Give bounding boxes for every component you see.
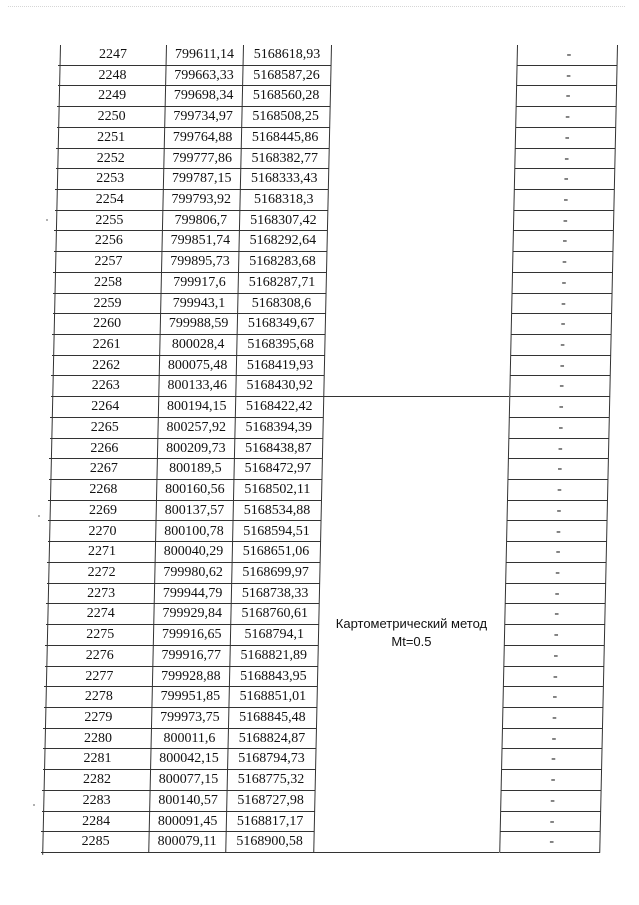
- table-row: [0, 190, 639, 211]
- table-row: [0, 708, 639, 729]
- y-coordinate-cell: 5168534,88: [243, 502, 311, 518]
- y-coordinate-cell: 5168775,32: [237, 772, 305, 788]
- table-row: [0, 376, 639, 397]
- x-coordinate-cell: 800079,11: [157, 834, 217, 850]
- x-coordinate-cell: 799943,1: [172, 295, 226, 311]
- point-number-cell: 2264: [91, 399, 120, 415]
- x-coordinate-cell: 800189,5: [169, 461, 222, 477]
- point-number-cell: 2275: [86, 627, 115, 643]
- table-row: [0, 169, 639, 190]
- dash-cell: -: [557, 461, 563, 477]
- y-coordinate-cell: 5168395,68: [247, 337, 314, 353]
- y-coordinate-cell: 5168349,67: [247, 316, 315, 332]
- x-coordinate-cell: 800133,46: [167, 378, 227, 394]
- table-row: [0, 356, 639, 377]
- y-coordinate-cell: 5168382,77: [251, 150, 318, 166]
- x-coordinate-cell: 800091,45: [157, 813, 218, 829]
- y-coordinate-cell: 5168508,25: [252, 109, 319, 125]
- x-coordinate-cell: 799764,88: [172, 129, 233, 145]
- x-coordinate-cell: 800140,57: [158, 792, 218, 808]
- y-coordinate-cell: 5168594,51: [243, 523, 310, 539]
- x-coordinate-cell: 799663,33: [174, 67, 234, 83]
- table-row: [0, 687, 639, 708]
- point-number-cell: 2258: [93, 274, 122, 290]
- x-coordinate-cell: 799611,14: [175, 47, 234, 62]
- table-row: [0, 294, 639, 315]
- x-coordinate-cell: 800194,15: [167, 399, 227, 415]
- x-coordinate-cell: 799988,59: [168, 316, 229, 332]
- point-number-cell: 2266: [90, 440, 119, 456]
- point-number-cell: 2252: [96, 150, 125, 166]
- dash-cell: -: [549, 813, 555, 829]
- x-coordinate-cell: 799916,65: [161, 627, 222, 643]
- table-row: [0, 149, 639, 170]
- dash-cell: -: [561, 274, 567, 290]
- dash-cell: -: [560, 316, 566, 332]
- dash-cell: -: [555, 564, 560, 580]
- point-number-cell: 2254: [95, 192, 124, 208]
- point-number-cell: 2282: [83, 772, 112, 788]
- y-coordinate-cell: 5168794,1: [244, 627, 304, 643]
- dash-cell: -: [557, 482, 562, 498]
- table-row: [0, 397, 639, 418]
- point-number-cell: 2265: [90, 419, 119, 435]
- x-coordinate-cell: 800042,15: [159, 751, 219, 767]
- y-coordinate-cell: 5168472,97: [244, 461, 312, 477]
- table-row: [0, 335, 639, 356]
- y-coordinate-cell: 5168651,06: [242, 544, 310, 560]
- x-coordinate-cell: 799916,77: [161, 647, 222, 663]
- point-number-cell: 2285: [81, 834, 110, 850]
- x-coordinate-cell: 799944,79: [162, 585, 223, 601]
- table-row: [0, 252, 639, 273]
- dash-cell: -: [563, 212, 568, 228]
- y-coordinate-cell: 5168817,17: [236, 813, 304, 829]
- point-number-cell: 2267: [89, 461, 118, 477]
- dash-cell: -: [550, 772, 556, 788]
- x-coordinate-cell: 799787,15: [172, 171, 232, 187]
- table-row: [0, 501, 639, 522]
- y-coordinate-cell: 5168699,97: [242, 564, 309, 580]
- table-row: [0, 211, 639, 232]
- x-coordinate-cell: 800011,6: [163, 730, 216, 746]
- point-number-cell: 2283: [82, 792, 111, 808]
- point-number-cell: 2257: [94, 254, 123, 270]
- x-coordinate-cell: 800137,57: [164, 502, 225, 518]
- dash-cell: -: [562, 254, 567, 270]
- y-coordinate-cell: 5168738,33: [241, 585, 309, 601]
- dash-cell: -: [559, 357, 565, 373]
- dash-cell: -: [562, 233, 568, 249]
- y-coordinate-cell: 5168727,98: [237, 792, 304, 808]
- x-coordinate-cell: 800257,92: [166, 419, 227, 435]
- y-coordinate-cell: 5168422,42: [246, 399, 313, 415]
- y-coordinate-cell: 5168438,87: [245, 440, 312, 456]
- dash-cell: -: [554, 606, 560, 622]
- point-number-cell: 2274: [86, 606, 115, 622]
- y-coordinate-cell: 5168843,95: [240, 668, 307, 684]
- table-row: [0, 439, 639, 460]
- dash-cell: -: [551, 730, 557, 746]
- point-number-cell: 2259: [93, 295, 122, 311]
- dash-cell: -: [564, 150, 570, 166]
- point-number-cell: 2278: [84, 689, 113, 705]
- y-coordinate-cell: 5168430,92: [246, 378, 313, 394]
- y-coordinate-cell: 5168560,28: [252, 88, 320, 104]
- table-row: [0, 812, 639, 833]
- table-row: [0, 314, 639, 335]
- y-coordinate-cell: 5168318,3: [254, 192, 314, 208]
- point-number-cell: 2272: [87, 564, 116, 580]
- table-row: [0, 66, 639, 87]
- dash-cell: -: [556, 502, 562, 518]
- point-number-cell: 2263: [91, 378, 120, 394]
- table-row: [0, 749, 639, 770]
- x-coordinate-cell: 799793,92: [171, 192, 232, 208]
- dash-cell: -: [559, 378, 565, 394]
- dash-cell: -: [553, 627, 559, 643]
- dash-cell: -: [556, 523, 561, 539]
- point-number-cell: 2276: [85, 647, 114, 663]
- row-divider: [500, 852, 600, 853]
- point-number-cell: 2268: [89, 482, 118, 498]
- dash-cell: -: [558, 399, 564, 415]
- accuracy-label: Mt=0.5: [391, 633, 432, 649]
- dash-cell: -: [550, 792, 555, 808]
- y-coordinate-cell: 5168824,87: [238, 730, 306, 746]
- y-coordinate-cell: 5168900,58: [236, 834, 303, 850]
- y-coordinate-cell: 5168287,71: [248, 274, 316, 290]
- table-row: [0, 107, 639, 128]
- method-note: [318, 615, 504, 651]
- y-coordinate-cell: 5168845,48: [239, 709, 306, 725]
- x-coordinate-cell: 799917,6: [173, 274, 226, 290]
- x-coordinate-cell: 799698,34: [173, 88, 234, 104]
- point-number-cell: 2261: [92, 337, 121, 353]
- y-coordinate-cell: 5168821,89: [240, 647, 308, 663]
- x-coordinate-cell: 799777,86: [172, 150, 232, 166]
- x-coordinate-cell: 800028,4: [171, 337, 225, 353]
- point-number-cell: 2280: [83, 730, 112, 746]
- dash-cell: -: [563, 192, 569, 208]
- dash-cell: -: [552, 689, 558, 705]
- table-row: [0, 770, 639, 791]
- x-coordinate-cell: 799929,84: [162, 606, 222, 622]
- dash-cell: -: [565, 88, 571, 104]
- y-coordinate-cell: 5168587,26: [253, 67, 320, 83]
- dash-cell: -: [552, 709, 557, 725]
- y-coordinate-cell: 5168618,93: [253, 47, 321, 62]
- table-row: [0, 480, 639, 501]
- y-coordinate-cell: 5168308,6: [251, 295, 312, 311]
- point-number-cell: 2253: [96, 171, 125, 187]
- y-coordinate-cell: 5168283,68: [249, 254, 316, 270]
- x-coordinate-cell: 799951,85: [160, 689, 221, 705]
- y-coordinate-cell: 5168445,86: [251, 129, 319, 145]
- point-number-cell: 2269: [88, 502, 117, 518]
- point-number-cell: 2273: [87, 585, 116, 601]
- point-number-cell: 2279: [84, 709, 113, 725]
- point-number-cell: 2250: [97, 109, 126, 125]
- table-row: [0, 729, 639, 750]
- y-coordinate-cell: 5168851,01: [239, 689, 307, 705]
- x-coordinate-cell: 799928,88: [161, 668, 221, 684]
- point-number-cell: 2251: [97, 129, 126, 145]
- point-number-cell: 2262: [92, 357, 121, 373]
- y-coordinate-cell: 5168292,64: [249, 233, 317, 249]
- table-row: [0, 832, 639, 853]
- table-row: [0, 459, 639, 480]
- table-row: [0, 273, 639, 294]
- x-coordinate-cell: 799806,7: [174, 212, 228, 228]
- x-coordinate-cell: 799980,62: [163, 564, 223, 580]
- point-number-cell: 2256: [94, 233, 123, 249]
- y-coordinate-cell: 5168333,43: [251, 171, 318, 187]
- dash-cell: -: [566, 47, 572, 62]
- point-number-cell: 2260: [93, 316, 122, 332]
- dash-cell: -: [561, 295, 566, 311]
- x-coordinate-cell: 800160,56: [165, 482, 225, 498]
- dash-cell: -: [564, 129, 570, 145]
- table-row: [0, 667, 639, 688]
- point-number-cell: 2247: [99, 47, 127, 62]
- dash-cell: -: [553, 647, 559, 663]
- dash-cell: -: [565, 109, 570, 125]
- y-coordinate-cell: 5168760,61: [241, 606, 308, 622]
- point-number-cell: 2271: [88, 544, 117, 560]
- dash-cell: -: [555, 544, 561, 560]
- method-section-divider: [323, 396, 509, 397]
- method-label: Картометрический метод: [335, 615, 488, 631]
- table-bottom-border: [313, 852, 499, 853]
- dash-cell: -: [560, 337, 565, 353]
- dash-cell: -: [551, 751, 556, 767]
- table-row: [0, 45, 639, 66]
- y-coordinate-cell: 5168502,11: [244, 482, 311, 498]
- table-row: [0, 418, 639, 439]
- y-coordinate-cell: 5168794,73: [238, 751, 305, 767]
- x-coordinate-cell: 799895,73: [170, 254, 230, 270]
- x-coordinate-cell: 799973,75: [160, 709, 220, 725]
- dash-cell: -: [554, 585, 560, 601]
- dash-cell: -: [566, 67, 571, 83]
- point-number-cell: 2249: [98, 88, 127, 104]
- point-number-cell: 2284: [82, 813, 111, 829]
- table-row: [0, 128, 639, 149]
- row-divider: [41, 852, 314, 853]
- y-coordinate-cell: 5168307,42: [250, 212, 317, 228]
- point-number-cell: 2248: [98, 67, 127, 83]
- x-coordinate-cell: 800040,29: [163, 544, 224, 560]
- table-row: [0, 231, 639, 252]
- y-coordinate-cell: 5168394,39: [245, 419, 313, 435]
- x-coordinate-cell: 800077,15: [158, 772, 219, 788]
- dash-cell: -: [558, 419, 564, 435]
- y-coordinate-cell: 5168419,93: [246, 357, 314, 373]
- point-number-cell: 2277: [85, 668, 114, 684]
- x-coordinate-cell: 799734,97: [173, 109, 233, 125]
- x-coordinate-cell: 800209,73: [166, 440, 226, 456]
- point-number-cell: 2255: [95, 212, 124, 228]
- table-row: [0, 86, 639, 107]
- x-coordinate-cell: 800075,48: [167, 357, 228, 373]
- dash-cell: -: [552, 668, 558, 684]
- x-coordinate-cell: 800100,78: [164, 523, 224, 539]
- point-number-cell: 2281: [83, 751, 112, 767]
- dash-cell: -: [563, 171, 569, 187]
- point-number-cell: 2270: [88, 523, 117, 539]
- dash-cell: -: [557, 440, 563, 456]
- table-row: [0, 791, 639, 812]
- dash-cell: -: [549, 834, 554, 850]
- x-coordinate-cell: 799851,74: [170, 233, 231, 249]
